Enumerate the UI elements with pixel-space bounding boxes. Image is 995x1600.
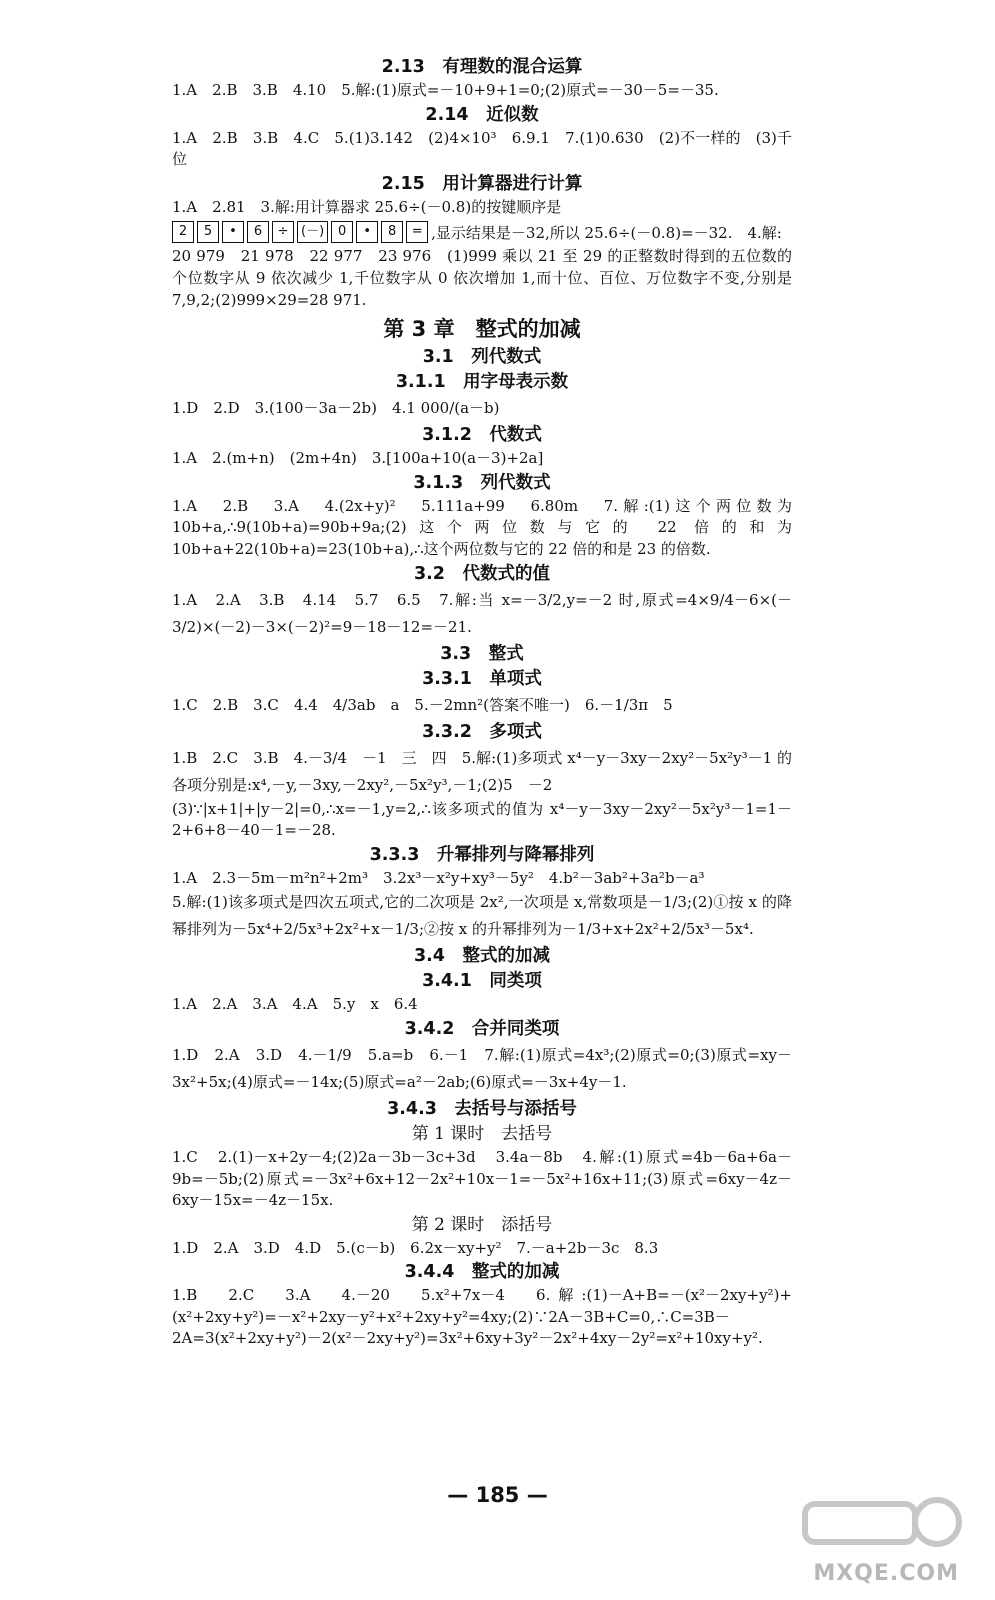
- section-heading: 3.1.1 用字母表示数: [395, 372, 569, 393]
- section-heading: 2.14 近似数: [425, 104, 539, 125]
- lesson-heading: 第 2 课时 添括号: [411, 1214, 553, 1235]
- section-heading: 3.3 整式: [440, 643, 524, 664]
- answer-paragraph: 5.解:(1)该多项式是四次五项式,它的二次项是 2x²,一次项是 x,常数项是－1/3;(2)①按 x 的降幂排列为－5x⁴+2/5x³+2x²+x－1/3;②按 x 的升幂排列为－1/3+x+2x²+2/5x³－5x⁴.: [172, 893, 792, 939]
- calculator-key: •: [222, 221, 244, 243]
- section-heading: 3.3.1 单项式: [422, 668, 542, 689]
- lesson-heading: 第 1 课时 去括号: [411, 1123, 553, 1144]
- section-heading: 3.3.3 升幂排列与降幂排列: [369, 844, 595, 865]
- calculator-key: 0: [331, 221, 353, 243]
- section-heading: 3.1.2 代数式: [422, 425, 542, 446]
- page-number: — 185 —: [447, 1483, 548, 1507]
- answer-paragraph: 1.B 2.C 3.A 4.－20 5.x²+7x－4 6.解:(1)－A+B=－(x²－2xy+y²)+(x²+2xy+y²)=－x²+2xy－y²+x²+2xy+y²=4xy;(2)∵2A－3B+C=0,∴C=3B－2A=3(x²+2xy+y²)－2(x²－2xy+y²)=3x²+6xy+3y²－2x²+4xy－2y²=x²+10xy+y².: [172, 1286, 792, 1348]
- answer-paragraph: 1.A 2.A 3.A 4.A 5.y x 6.4: [172, 995, 418, 1014]
- key-sequence-tail: ,显示结果是－32,所以 25.6÷(－0.8)=－32. 4.解:: [431, 223, 782, 242]
- answer-paragraph: 1.A 2.B 3.A 4.(2x+y)² 5.111a+99 6.80m 7.解:(1)这个两位数为 10b+a,∴9(10b+a)=90b+9a;(2)这个两位数与它的 22 倍的和为 10b+a+22(10b+a)=23(10b+a),∴这个两位数与它的 22 倍的和是 23 的倍数.: [172, 496, 792, 558]
- section-heading: 3.4.3 去括号与添括号: [387, 1098, 577, 1119]
- answer-paragraph: 1.A 2.(m+n) (2m+4n) 3.[100a+10(a－3)+2a]: [172, 449, 544, 468]
- section-heading: 3.4.4 整式的加减: [404, 1262, 560, 1283]
- section-heading: 2.15 用计算器进行计算: [381, 173, 583, 194]
- answer-paragraph: 1.D 2.A 3.D 4.D 5.(c－b) 6.2x－xy+y² 7.－a+2b－3c 8.3: [172, 1238, 659, 1257]
- answer-paragraph: 1.A 2.3－5m－m²n²+2m³ 3.2x³－x²y+xy³－5y² 4.b²－3ab²+3a²b－a³: [172, 868, 705, 887]
- calculator-key: •: [356, 221, 378, 243]
- section-heading: 3.4.2 合并同类项: [404, 1018, 560, 1039]
- answer-content: [172, 54, 792, 1350]
- answer-paragraph: 1.C 2.B 3.C 4.4 4/3ab a 5.－2mn²(答案不唯一) 6.－1/3π 5: [172, 695, 673, 714]
- calculator-key-sequence: [172, 221, 792, 243]
- answer-paragraph: 1.D 2.D 3.(100－3a－2b) 4.1 000/(a－b): [172, 399, 500, 418]
- section-heading: 3.2 代数式的值: [413, 563, 550, 584]
- calculator-key: =: [406, 221, 428, 243]
- answer-paragraph: 1.A 2.81 3.解:用计算器求 25.6÷(－0.8)的按键顺序是: [172, 197, 562, 216]
- answer-paragraph: 1.B 2.C 3.B 4.－3/4 －1 三 四 5.解:(1)多项式 x⁴－y－3xy－2xy²－5x²y³－1 的各项分别是:x⁴,－y,－3xy,－2xy²,－5x²y³,－1;(2)5 －2: [172, 748, 792, 794]
- section-heading: 2.13 有理数的混合运算: [381, 57, 583, 77]
- calculator-key: 8: [381, 221, 403, 243]
- section-heading: 3.1.3 列代数式: [413, 472, 551, 493]
- calculator-key: 6: [247, 221, 269, 243]
- section-heading: 3.1 列代数式: [422, 347, 542, 368]
- answer-paragraph: 1.A 2.A 3.B 4.14 5.7 6.5 7.解:当 x=－3/2,y=－2 时,原式=4×9/4－6×(－3/2)×(－2)－3×(－2)²=9－18－12=－21.: [172, 590, 792, 636]
- answer-paragraph: 1.C 2.(1)－x+2y－4;(2)2a－3b－3c+3d 3.4a－8b 4.解:(1)原式=4b－6a+6a－9b=－5b;(2)原式=－3x²+6x+12－2x²+10x－1=－5x²+16x+11;(3)原式=6xy－4z－6xy－15x=－4z－15x.: [172, 1147, 792, 1210]
- answer-paragraph: (3)∵|x+1|+|y－2|=0,∴x=－1,y=2,∴该多项式的值为 x⁴－y－3xy－2xy²－5x²y³－1=1－2+6+8－40－1=－28.: [172, 799, 792, 840]
- calculator-key: ÷: [272, 221, 294, 243]
- chapter-heading: 第 3 章 整式的加减: [383, 317, 581, 342]
- calculator-key: 2: [172, 221, 194, 243]
- answer-paragraph: 1.D 2.A 3.D 4.－1/9 5.a=b 6.－1 7.解:(1)原式=4x³;(2)原式=0;(3)原式=xy－3x²+5x;(4)原式=－14x;(5)原式=a²－2ab;(6)原式=－3x+4y－1.: [172, 1045, 792, 1091]
- section-heading: 3.4.1 同类项: [422, 971, 542, 992]
- section-heading: 3.4 整式的加减: [413, 946, 550, 967]
- calculator-key: (－): [297, 221, 328, 243]
- calculator-key: 5: [197, 221, 219, 243]
- answer-paragraph: 20 979 21 978 22 977 23 976 (1)999 乘以 21 至 29 的正整数时得到的五位数的个位数字从 9 依次减少 1,千位数字从 0 依次增加 1,而十位、百位、万位数字不变,分别是 7,9,2;(2)999×29=28 971.: [172, 247, 792, 309]
- answer-paragraph: 1.A 2.B 3.B 4.C 5.(1)3.142 (2)4×10³ 6.9.1 7.(1)0.630 (2)不一样的 (3)千位: [172, 128, 792, 169]
- watermark-text: MXQE.COM: [813, 1561, 959, 1586]
- section-heading: 3.3.2 多项式: [422, 721, 542, 742]
- answer-paragraph: 1.A 2.B 3.B 4.10 5.解:(1)原式=－10+9+1=0;(2)原式=－30－5=－35.: [172, 81, 719, 99]
